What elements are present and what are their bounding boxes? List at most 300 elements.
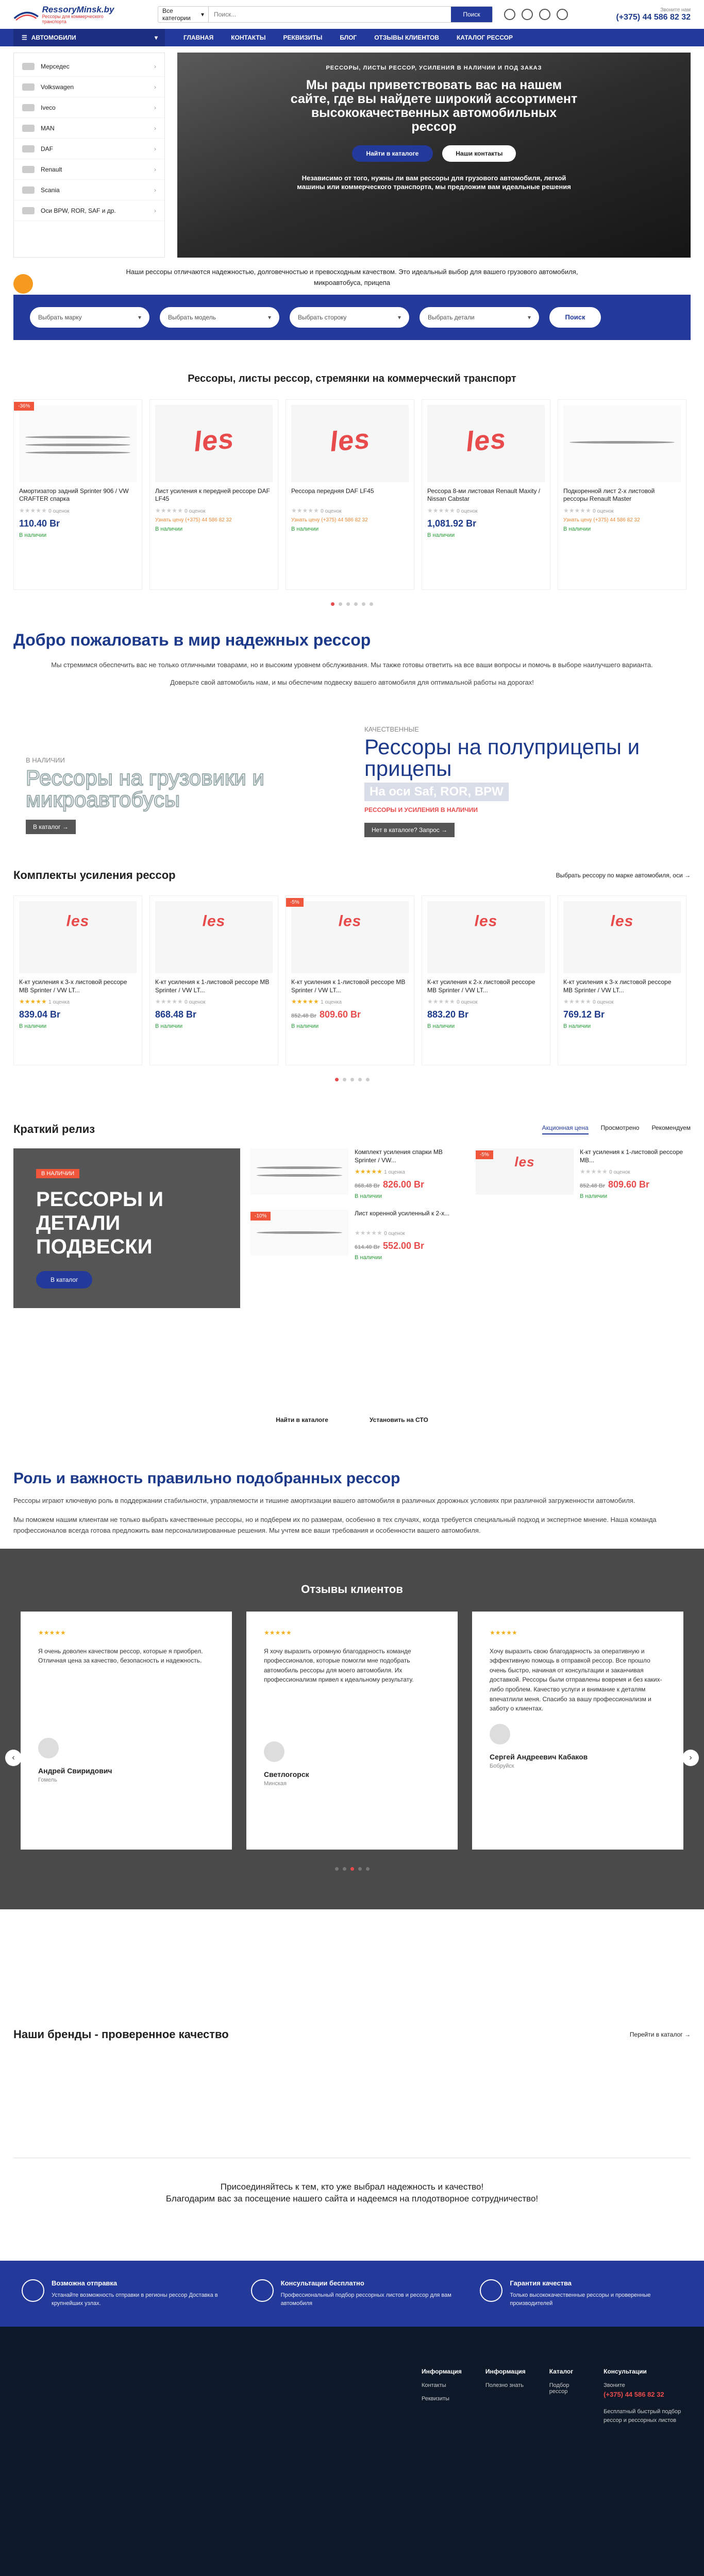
select-part[interactable]	[420, 307, 539, 328]
release-banner[interactable]	[13, 1148, 240, 1308]
carousel-dot[interactable]	[366, 1078, 370, 1081]
chevron-right-icon: ›	[154, 207, 156, 214]
new-price: 809.60 Br	[608, 1179, 649, 1190]
footer-col-title: Каталог	[549, 2367, 574, 2375]
nav-link-requisites[interactable]: РЕКВИЗИТЫ	[283, 34, 323, 41]
reviews-title: Отзывы клиентов	[301, 1582, 403, 1596]
axle-icon	[22, 207, 35, 214]
rating-count: 1 оценка	[321, 999, 342, 1006]
discount-badge: -5%	[476, 1150, 493, 1159]
product-card[interactable]	[558, 399, 686, 590]
arrow-right-icon: →	[62, 823, 69, 831]
product-image[interactable]	[19, 405, 137, 482]
review-card	[472, 1612, 683, 1850]
cta-line-1: Присоединяйтесь к тем, кто уже выбрал надежность и качество!	[220, 2181, 484, 2192]
release-header	[13, 1123, 691, 1136]
feature-title: Гарантия качества	[510, 2279, 572, 2287]
role-text-1: Рессоры играют ключевую роль в поддержании стабильности, управляемости и тишине амортизации вашего автомобиля в различных дорожных условиях при различной загруженности автомобиля.	[13, 1497, 635, 1505]
discount-badge: -10%	[250, 1212, 271, 1221]
sidebar-item-label: MAN	[41, 124, 55, 132]
les-logo-image: les	[464, 423, 508, 457]
product-card[interactable]	[422, 399, 550, 590]
brands-catalog-link[interactable]	[630, 2031, 691, 2038]
filter-search-button[interactable]: Поиск	[549, 307, 601, 328]
car-icon	[22, 83, 35, 91]
banner-button-label: Нет в каталоге? Запрос	[372, 826, 440, 834]
select-side[interactable]	[290, 307, 409, 328]
select-brand[interactable]	[30, 307, 149, 328]
sidebar-item-mercedes[interactable]	[14, 56, 164, 77]
rating-count: 0 оценок	[48, 508, 70, 514]
kits-header	[13, 869, 691, 882]
rating-stars: ★★★★★ 0 оценок	[580, 1168, 630, 1176]
chevron-left-icon[interactable]: ‹	[5, 1750, 22, 1766]
product-price	[355, 1241, 449, 1251]
review-city: Бобруйск	[490, 1762, 514, 1769]
rating-stars: ★★★★★ 0 оценок	[563, 506, 614, 514]
new-price: 809.60 Br	[319, 1009, 361, 1020]
select-model-label: Выбрать модель	[168, 313, 216, 321]
banner-trucks[interactable]	[13, 714, 352, 831]
search-category-label: Все категории	[162, 7, 191, 22]
kits-link-label: Выбрать рессору по марке автомобиля, оси	[556, 872, 683, 879]
arrow-right-icon: →	[441, 826, 448, 834]
feature-desc: Только высококачественные рессоры и проверенные производителей	[510, 2292, 651, 2307]
sidebar-item-daf[interactable]	[14, 139, 164, 159]
banner-button-label: В каталог	[33, 823, 61, 831]
les-logo-image: les	[514, 1154, 535, 1170]
brands-header	[13, 2028, 691, 2041]
stock-status: В наличии	[355, 1255, 382, 1261]
carousel-dot[interactable]	[358, 1867, 362, 1871]
stock-status: В наличии	[427, 1023, 455, 1030]
product-card[interactable]	[13, 399, 142, 590]
les-logo-image: les	[610, 912, 634, 930]
product-card[interactable]	[286, 399, 414, 590]
search-category-select[interactable]	[158, 7, 209, 22]
catalog-menu-label: АВТОМОБИЛИ	[31, 34, 76, 41]
stock-status: В наличии	[291, 1023, 319, 1030]
install-at-service-button[interactable]: Установить на СТО	[369, 1416, 428, 1424]
select-side-label: Выбрать стороку	[298, 313, 347, 321]
product-name[interactable]: К-кт усиления к 1-листовой рессоре MB Sprinter / VW LT...	[155, 978, 270, 994]
banner-axles: На оси Saf, ROR, BPW	[364, 783, 509, 801]
chevron-right-icon: ›	[154, 83, 156, 91]
new-price: 552.00 Br	[382, 1241, 424, 1251]
banner-red-text: РЕССОРЫ И УСИЛЕНИЯ В НАЛИЧИИ	[364, 806, 478, 814]
product-name[interactable]: К-кт усиления к 3-х листовой рессоре MB Sprinter / VW LT...	[563, 978, 672, 994]
les-logo-image: les	[202, 912, 226, 930]
product-name[interactable]: Амортизатор задний Sprinter 906 / VW CRAFTER спарка	[19, 487, 129, 503]
sidebar-item-iveco[interactable]	[14, 97, 164, 118]
release-item[interactable]	[250, 1210, 465, 1261]
chevron-right-icon: ›	[154, 165, 156, 173]
product-image[interactable]	[427, 405, 545, 482]
release-items	[250, 1148, 691, 1308]
rating-stars: ★★★★★ 1 оценка	[291, 998, 342, 1006]
banner-catalog-button[interactable]	[26, 820, 76, 834]
review-author: Андрей Свиридович	[38, 1766, 112, 1775]
menu-icon: ☰	[22, 34, 27, 41]
discount-badge: -36%	[14, 402, 34, 411]
carousel-dot[interactable]	[350, 1867, 354, 1871]
carousel-dot[interactable]	[350, 1078, 354, 1081]
avatar	[490, 1724, 510, 1744]
feature-title: Возможна отправка	[52, 2279, 118, 2287]
product-image[interactable]	[291, 901, 409, 973]
chevron-right-icon: ›	[154, 124, 156, 132]
rating-count: 0 оценок	[384, 1231, 405, 1237]
carousel-dot[interactable]	[335, 1078, 339, 1081]
hero-description: Независимо от того, нужны ли вам рессоры для грузового автомобиля, легкой машины или коммерческого транспорта, мы предложим вам идеальные решения	[297, 174, 571, 191]
product-name[interactable]: К-кт усиления к 1-листовой рессоре MB...	[580, 1148, 683, 1164]
footer-link-requisites[interactable]: Реквизиты	[422, 2395, 449, 2402]
old-price: 852.48 Br	[580, 1183, 605, 1190]
compare-icon[interactable]	[504, 9, 515, 20]
stock-status: В наличии	[580, 1193, 608, 1200]
main-nav	[0, 29, 704, 46]
stock-status: В наличии	[355, 1193, 382, 1200]
carousel-dots	[13, 602, 691, 606]
rating-stars: ★★★★★	[264, 1629, 292, 1636]
rating-count: 0 оценок	[321, 508, 342, 514]
carousel-dot[interactable]	[346, 602, 350, 606]
stock-status: В наличии	[155, 526, 183, 532]
stock-status: В наличии	[427, 532, 455, 538]
carousel-dot[interactable]	[343, 1867, 346, 1871]
les-logo-image: les	[192, 423, 236, 457]
review-city: Минская	[264, 1780, 287, 1787]
nav-link-contacts[interactable]: КОНТАКТЫ	[231, 34, 266, 41]
rating-count: 0 оценок	[185, 508, 206, 514]
release-banner-tag: В НАЛИЧИИ	[36, 1169, 79, 1178]
rating-stars: ★★★★★ 0 оценок	[427, 998, 478, 1006]
footer-col-info	[422, 2368, 462, 2426]
features-bar	[0, 2261, 704, 2327]
find-in-catalog-button[interactable]: Найти в каталоге	[276, 1416, 328, 1424]
rating-count: 0 оценок	[457, 999, 478, 1006]
banner-small: В НАЛИЧИИ	[26, 756, 65, 765]
kits-carousel	[13, 895, 691, 1065]
rating-count: 1 оценка	[48, 999, 70, 1006]
rating-stars: ★★★★★ 0 оценок	[19, 506, 70, 514]
product-name[interactable]: Лист коренной усиленный к 2-х...	[355, 1210, 450, 1217]
product-price: 110.40 Br	[19, 518, 60, 529]
rating-count: 1 оценка	[384, 1170, 405, 1176]
release-item[interactable]	[250, 1148, 465, 1199]
sidebar-item-renault[interactable]	[14, 159, 164, 180]
product-price: 1,081.92 Br	[427, 518, 477, 529]
nav-link-reviews[interactable]: ОТЗЫВЫ КЛИЕНТОВ	[374, 34, 439, 41]
les-logo-image: les	[474, 912, 498, 930]
footer-link-selection[interactable]: Подбор рессор	[549, 2382, 569, 2395]
product-price: 769.12 Br	[563, 1009, 605, 1020]
carousel-dot[interactable]	[354, 602, 358, 606]
search-bar	[158, 6, 493, 23]
rating-stars: ★★★★★ 1 оценка	[355, 1168, 405, 1176]
search-input[interactable]	[209, 7, 451, 22]
rating-count: 0 оценок	[593, 508, 614, 514]
price-request-link[interactable]: Узнать цену (+375) 44 586 82 32	[155, 517, 232, 523]
product-name[interactable]: К-кт усиления к 3-х листовой рессоре MB Sprinter / VW LT...	[19, 978, 127, 994]
hero-title: Мы рады приветствовать вас на нашем сайте, где вы найдете широкий ассортимент высококачественных автомобильных рессор	[290, 78, 578, 134]
chevron-right-icon: ›	[154, 186, 156, 194]
arrow-right-icon: →	[684, 872, 691, 879]
chevron-right-icon[interactable]: ›	[682, 1750, 699, 1766]
chevron-down-icon: ▾	[527, 313, 531, 321]
chevron-down-icon: ▾	[200, 11, 204, 18]
select-model[interactable]	[160, 307, 279, 328]
sidebar-item-label: Renault	[41, 165, 62, 173]
carousel-dot[interactable]	[358, 1078, 362, 1081]
role-section	[13, 1470, 691, 1536]
product-image[interactable]	[427, 901, 545, 973]
product-card[interactable]	[286, 895, 414, 1065]
sidebar-item-label: Scania	[41, 186, 60, 194]
product-name[interactable]: Лист усиления к передней рессоре DAF LF45	[155, 487, 270, 503]
car-icon	[22, 187, 35, 194]
select-part-label: Выбрать детали	[428, 313, 475, 321]
review-author: Сергей Андреевич Кабаков	[490, 1752, 588, 1761]
catalog-menu-button[interactable]	[13, 29, 165, 46]
truck-icon	[22, 2279, 44, 2302]
release-title: Краткий релиз	[13, 1123, 95, 1136]
release-item[interactable]	[476, 1148, 691, 1199]
product-price: 839.04 Br	[19, 1009, 61, 1020]
sidebar-categories	[13, 53, 165, 258]
footer-col-catalog	[549, 2368, 580, 2426]
rating-stars: ★★★★★ 0 оценок	[291, 506, 342, 514]
rating-count: 0 оценок	[593, 999, 614, 1006]
footer-contact	[604, 2368, 691, 2426]
product-image[interactable]	[291, 405, 409, 482]
rating-stars: ★★★★★ 0 оценок	[355, 1229, 405, 1237]
carousel-dot[interactable]	[335, 1867, 339, 1871]
select-brand-label: Выбрать марку	[38, 313, 82, 321]
arrow-right-icon: →	[684, 2030, 691, 2038]
search-button[interactable]: Поиск	[451, 7, 492, 22]
feature-shipping	[13, 2279, 232, 2308]
chevron-right-icon: ›	[154, 62, 156, 70]
welcome-text-1: Мы стремимся обеспечить вас не только отличными товарами, но и высоким уровнем обслуживания. Мы также готовы ответить на все ваши вопросы и помочь в выборе наилучшего варианта.	[51, 660, 653, 669]
product-price: 868.48 Br	[155, 1009, 197, 1020]
parts-filter	[13, 295, 691, 340]
product-image[interactable]	[19, 901, 137, 973]
price-request-link[interactable]: Узнать цену (+375) 44 586 82 32	[563, 517, 640, 523]
carousel-dot[interactable]	[366, 1867, 370, 1871]
cart-icon[interactable]	[557, 9, 568, 20]
top-header	[13, 0, 691, 29]
review-author: Светлогорск	[264, 1770, 309, 1778]
sidebar-item-man[interactable]	[14, 118, 164, 139]
products-carousel	[13, 399, 691, 590]
carousel-dot[interactable]	[370, 602, 373, 606]
stock-status: В наличии	[19, 532, 47, 538]
old-price: 614.40 Br	[355, 1244, 380, 1251]
hero-section	[13, 53, 691, 258]
shield-icon	[480, 2279, 502, 2302]
reviews-dots	[0, 1867, 704, 1871]
car-icon	[22, 104, 35, 111]
review-text: Хочу выразить свою благодарность за оперативную и эффективную помощь в отправкой рессор. Все прошло очень быстро, начиная от консультации и заканчивая доставкой. Рессоры были отправлены вовремя и без каких-либо проблем. Качество услуги и внимание к деталям впечатлили меня. Спасибо за вашу профессионализм и заботу о клиентах.	[490, 1647, 662, 1713]
carousel-dots	[13, 1078, 691, 1081]
footer-col-title: Консультации	[604, 2367, 647, 2375]
release-banner-title: РЕССОРЫ И ДЕТАЛИ ПОДВЕСКИ	[36, 1188, 163, 1259]
product-name[interactable]: К-кт усиления к 2-х листовой рессоре MB Sprinter / VW LT...	[427, 978, 535, 994]
les-logo-image: les	[338, 912, 362, 930]
intro-text: Наши рессоры отличаются надежностью, долговечностью и превосходным качеством. Это идеальный выбор для вашего грузового автомобиля, микроавтобуса, прицепа	[126, 268, 578, 286]
phone-number[interactable]: (+375) 44 586 82 32	[616, 12, 691, 22]
phone-label: Звоните нам	[660, 7, 691, 13]
product-name[interactable]: Рессора передняя DAF LF45	[291, 487, 374, 495]
product-image[interactable]	[155, 405, 273, 482]
cta-line-2: Благодарим вас за посещение нашего сайта и надеемся на плодотворное сотрудничество!	[165, 2194, 539, 2204]
rating-stars: ★★★★★ 0 оценок	[155, 506, 206, 514]
car-icon	[22, 63, 35, 70]
review-city: Гомель	[38, 1776, 57, 1783]
rating-stars: ★★★★★ 1 оценка	[19, 998, 70, 1006]
rating-count: 0 оценок	[609, 1170, 630, 1176]
product-name[interactable]: Комплект усиления спарки MB Sprinter / VW...	[355, 1148, 443, 1164]
product-price: 883.20 Br	[427, 1009, 469, 1020]
logo-subtitle: Рессоры для коммерческого транспорта	[42, 13, 104, 24]
carousel-dot[interactable]	[339, 602, 342, 606]
products-section-title: Рессоры, листы рессор, стремянки на коммерческий транспорт	[188, 372, 516, 384]
hero-catalog-button[interactable]: Найти в каталоге	[352, 145, 433, 162]
about-buttons	[13, 1416, 691, 1423]
product-card[interactable]	[149, 895, 278, 1065]
release-tabs	[542, 1124, 691, 1134]
banner-small: КАЧЕСТВЕННЫЕ	[364, 725, 419, 734]
product-card[interactable]	[558, 895, 686, 1065]
price-request-link[interactable]: Узнать цену (+375) 44 586 82 32	[291, 517, 368, 523]
footer-link-contacts[interactable]: Контакты	[422, 2382, 446, 2388]
tab-recommended[interactable]: Рекомендуем	[651, 1124, 691, 1132]
stock-status: В наличии	[19, 1023, 47, 1030]
feature-desc: Профессиональный подбор рессорных листов и рессор для вам автомобиля	[280, 2292, 451, 2307]
footer-contact-desc: Бесплатный быстрый подбор рессор и рессорных листов	[604, 2408, 681, 2424]
car-icon	[22, 145, 35, 152]
review-text: Я хочу выразить огромную благодарность команде профессионалов, которые помогли мне подобрать автомобиль рессоры для моего автомобиля. Их профессионализм привел к идеальному результату.	[264, 1647, 414, 1684]
footer-col-useful	[485, 2368, 526, 2426]
old-price: 852.48 Br	[291, 1013, 316, 1020]
role-title: Роль и важность правильно подобранных рессор	[13, 1470, 400, 1487]
logo[interactable]	[13, 4, 116, 25]
welcome-text-2: Доверьте свой автомобиль нам, и мы обеспечим подвеску вашего автомобиля для оптимальной работы на дорогах!	[170, 679, 534, 687]
wishlist-icon[interactable]	[522, 9, 533, 20]
release-body	[13, 1148, 691, 1308]
rating-stars: ★★★★★ 0 оценок	[563, 998, 614, 1006]
footer-phone[interactable]: (+375) 44 586 82 32	[604, 2390, 664, 2398]
footer	[0, 2327, 704, 2576]
product-name[interactable]: К-кт усиления к 1-листовой рессоре MB Sprinter / VW LT...	[291, 978, 406, 994]
sidebar-item-label: Оси BPW, ROR, SAF и др.	[41, 207, 116, 214]
sidebar-item-scania[interactable]	[14, 180, 164, 200]
avatar	[38, 1738, 59, 1758]
product-price	[291, 1009, 409, 1020]
product-image[interactable]	[250, 1148, 348, 1195]
les-logo-image: les	[328, 423, 372, 457]
nav-link-home[interactable]: ГЛАВНАЯ	[183, 34, 214, 41]
header-icons	[504, 9, 568, 20]
account-icon[interactable]	[539, 9, 550, 20]
footer-contact-label: Звоните	[604, 2382, 625, 2388]
sidebar-item-axles[interactable]	[14, 200, 164, 221]
banner-title: Рессоры на грузовики и микроавтобусы	[26, 766, 264, 812]
kits-link[interactable]	[556, 872, 691, 879]
hero-slider	[177, 53, 691, 258]
carousel-dot[interactable]	[331, 602, 334, 606]
les-logo-image: les	[66, 912, 90, 930]
chevron-down-icon: ▾	[154, 34, 158, 41]
product-card[interactable]	[422, 895, 550, 1065]
feature-title: Консультации бесплатно	[280, 2279, 364, 2287]
nav-link-catalog[interactable]: КАТАЛОГ РЕССОР	[456, 34, 513, 41]
sidebar-item-label: Мерседес	[41, 62, 70, 70]
brands-title: Наши бренды - проверенное качество	[13, 2027, 229, 2041]
review-card	[21, 1612, 232, 1850]
chevron-down-icon: ▾	[397, 313, 401, 321]
headset-icon	[251, 2279, 274, 2302]
sidebar-item-label: Iveco	[41, 104, 56, 111]
sidebar-item-label: Volkswagen	[41, 83, 74, 91]
tab-sale[interactable]: Акционная цена	[542, 1124, 589, 1134]
tab-viewed[interactable]: Просмотрено	[600, 1124, 640, 1132]
reviews-section	[0, 1549, 704, 1909]
product-image[interactable]	[155, 901, 273, 973]
hero-small-title: РЕССОРЫ, ЛИСТЫ РЕССОР, УСИЛЕНИЯ В НАЛИЧИИ И ПОД ЗАКАЗ	[326, 65, 542, 71]
footer-link-useful[interactable]: Полезно знать	[485, 2382, 524, 2388]
product-name[interactable]: Подкоренной лист 2-х листовой рессоры Renault Master	[563, 487, 655, 503]
logo-title: RessoryMinsk.by	[42, 4, 114, 14]
sidebar-item-volkswagen[interactable]	[14, 77, 164, 97]
rating-count: 0 оценок	[185, 999, 206, 1006]
rating-stars: ★★★★★	[490, 1629, 517, 1636]
footer-col-title: Информация	[422, 2367, 462, 2375]
rating-stars: ★★★★★ 0 оценок	[427, 506, 478, 514]
role-text-2: Мы поможем нашим клиентам не только выбрать качественные рессоры, но и подберем их по размерам, особенно в тех случаях, когда требуется специальный подход и экспертное мнение. Наша команда профессионалов всегда готова предложить вам персонализированные решения. Мы учтем все ваши требования и особенности вашего автомобиля.	[13, 1515, 657, 1534]
sidebar-item-label: DAF	[41, 145, 53, 152]
chat-icon[interactable]	[13, 274, 33, 294]
nav-link-blog[interactable]: БЛОГ	[340, 34, 357, 41]
banner-trailers[interactable]	[352, 714, 691, 834]
product-name[interactable]: Рессора 8-ми листовая Renault Maxity / Nissan Cabstar	[427, 487, 541, 503]
release-catalog-button[interactable]: В каталог	[36, 1271, 92, 1289]
chevron-right-icon: ›	[154, 104, 156, 111]
banner-request-button[interactable]	[364, 823, 455, 837]
carousel-dot[interactable]	[343, 1078, 346, 1081]
product-image[interactable]	[563, 901, 681, 973]
product-image[interactable]	[563, 405, 681, 482]
rating-stars: ★★★★★ 0 оценок	[155, 998, 206, 1006]
stock-status: В наличии	[155, 1023, 183, 1030]
new-price: 826.00 Br	[382, 1179, 424, 1190]
car-icon	[22, 125, 35, 132]
promo-banners	[13, 714, 691, 834]
avatar	[264, 1741, 284, 1762]
carousel-dot[interactable]	[362, 602, 365, 606]
rating-stars: ★★★★★	[38, 1629, 66, 1636]
old-price: 868.48 Br	[355, 1183, 380, 1190]
feature-quality	[472, 2279, 691, 2308]
brands-link-label: Перейти в каталог	[629, 2030, 683, 2038]
product-card[interactable]	[13, 895, 142, 1065]
hero-contacts-button[interactable]: Наши контакты	[442, 145, 516, 162]
product-card[interactable]	[149, 399, 278, 590]
feature-desc: Устанайте возможность отправки в регионы рессор Доставка в крупнейших узлах.	[52, 2292, 218, 2307]
review-text: Я очень доволен качеством рессор, которые я приобрел. Отличная цена за качество, безопасность и надежность.	[38, 1647, 203, 1665]
product-price	[580, 1179, 691, 1190]
